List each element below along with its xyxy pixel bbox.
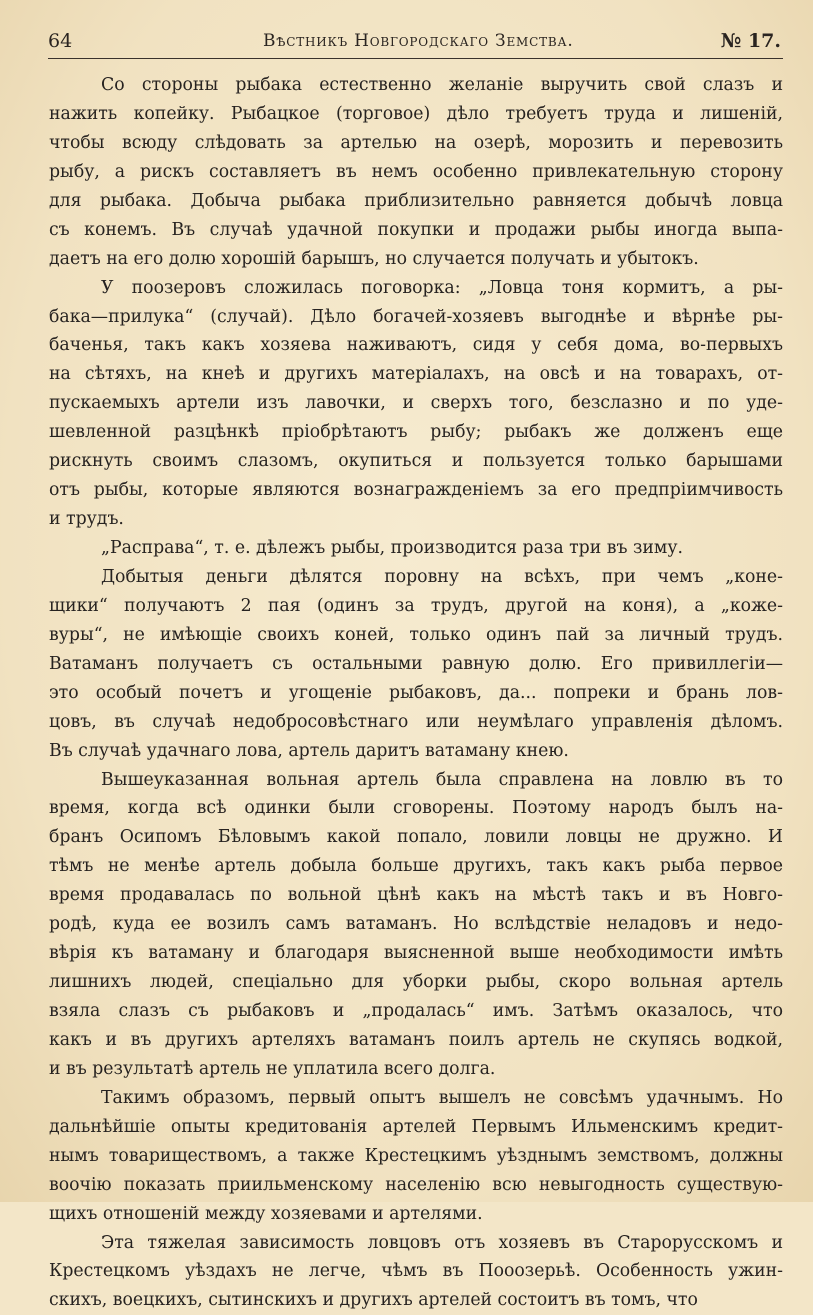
text-line: даетъ на его долю хорошій барышъ, но случается получать и убытокъ.: [49, 245, 783, 274]
text-line: шевленной разцѣнкѣ пріобрѣтаютъ рыбу; рыбакъ же долженъ еще: [49, 418, 783, 447]
text-line: Ватаманъ получаетъ съ остальными равную долю. Его привиллегіи—: [49, 650, 783, 679]
text-line: вуры“, не имѣющіе своихъ коней, только одинъ пай за личный трудъ.: [49, 621, 783, 650]
text-line: лишнихъ людей, спеціально для уборки рыбы, скоро вольная артель: [49, 968, 783, 997]
body-text: [49, 71, 783, 1315]
text-line: на сѣтяхъ, на кнеѣ и другихъ матеріалахъ, на овсѣ и на товарахъ, от-: [49, 360, 783, 389]
text-line: Эта тяжелая зависимость ловцовъ отъ хозяевъ въ Старорусскомъ и: [49, 1229, 783, 1258]
text-line: время продавалась по вольной цѣнѣ какъ на мѣстѣ такъ и въ Новго-: [49, 881, 783, 910]
text-line: для рыбака. Добыча рыбака приблизительно равняется добычѣ ловца: [49, 187, 783, 216]
issue-number: № 17.: [721, 30, 781, 52]
journal-title: Вѣстникъ Новгородскаго Земства.: [263, 31, 574, 51]
text-line: нымъ товариществомъ, а также Крестецкимъ уѣзднымъ земствомъ, должны: [49, 1142, 783, 1171]
text-line: У поозеровъ сложилась поговорка: „Ловца тоня кормитъ, а ры-: [49, 274, 783, 303]
text-line: рыбу, а рискъ составляетъ въ немъ особенно привлекательную сторону: [49, 158, 783, 187]
text-line: взяла слазъ съ рыбаковъ и „продалась“ имъ. Затѣмъ оказалось, что: [49, 997, 783, 1026]
text-line: и трудъ.: [49, 505, 783, 534]
text-line: время, когда всѣ одинки были сговорены. Поэтому народъ былъ на-: [49, 794, 783, 823]
text-line: баченья, такъ какъ хозяева наживаютъ, сидя у себя дома, во-первыхъ: [49, 331, 783, 360]
text-line: и въ результатѣ артель не уплатила всего долга.: [49, 1055, 783, 1084]
text-line: Крестецкомъ уѣздахъ не легче, чѣмъ въ Пооозерьѣ. Особенность ужин-: [49, 1257, 783, 1286]
text-line: воочію показать приильменскому населенію всю невыгодность существую-: [49, 1171, 783, 1200]
text-line: нажить копейку. Рыбацкое (торговое) дѣло требуетъ труда и лишеній,: [49, 100, 783, 129]
page-number: 64: [48, 30, 72, 52]
paragraph: [49, 563, 783, 766]
paragraph: [49, 534, 783, 563]
paragraph: [49, 766, 783, 1084]
paragraph: [49, 1084, 783, 1229]
text-line: отъ рыбы, которые являются вознагражденіемъ за его предпріимчивость: [49, 476, 783, 505]
text-line: съ конемъ. Въ случаѣ удачной покупки и продажи рыбы иногда выпа-: [49, 216, 783, 245]
running-header: [48, 28, 783, 59]
text-line: Въ случаѣ удачнаго лова, артель даритъ ватаману кнею.: [49, 737, 783, 766]
text-line: родѣ, куда ее возилъ самъ ватаманъ. Но вслѣдствіе неладовъ и недо-: [49, 910, 783, 939]
paragraph: [49, 71, 783, 274]
paragraph: [49, 1229, 783, 1315]
text-line: Со стороны рыбака естественно желаніе выручить свой слазъ и: [49, 71, 783, 100]
text-line: щихъ отношеній между хозяевами и артелями.: [49, 1200, 783, 1229]
paragraph: [49, 274, 783, 534]
text-line: скихъ, воецкихъ, сытинскихъ и другихъ артелей состоитъ въ томъ, что: [49, 1286, 783, 1315]
text-line: дальнѣйшіе опыты кредитованія артелей Первымъ Ильменскимъ кредит-: [49, 1113, 783, 1142]
text-line: какъ и въ другихъ артеляхъ ватаманъ поилъ артель не скупясь водкой,: [49, 1026, 783, 1055]
text-line: тѣмъ не менѣе артель добыла больше другихъ, такъ какъ рыба первое: [49, 852, 783, 881]
text-line: чтобы всюду слѣдовать за артелью на озерѣ, морозить и перевозить: [49, 129, 783, 158]
text-line: Такимъ образомъ, первый опытъ вышелъ не совсѣмъ удачнымъ. Но: [49, 1084, 783, 1113]
text-line: вѣрія къ ватаману и благодаря выясненной выше необходимости имѣть: [49, 939, 783, 968]
text-line: пускаемыхъ артели изъ лавочки, и сверхъ того, безслазно и по уде-: [49, 389, 783, 418]
text-line: „Расправа“, т. е. дѣлежъ рыбы, производится раза три въ зиму.: [49, 534, 783, 563]
text-line: Вышеуказанная вольная артель была справлена на ловлю въ то: [49, 766, 783, 795]
text-line: рискнуть своимъ слазомъ, окупиться и пользуется только барышами: [49, 447, 783, 476]
text-line: это особый почетъ и угощеніе рыбаковъ, да... попреки и брань лов-: [49, 679, 783, 708]
text-line: бака—прилука“ (случай). Дѣло богачей-хозяевъ выгоднѣе и вѣрнѣе ры-: [49, 303, 783, 332]
text-line: бранъ Осипомъ Бѣловымъ какой попало, ловили ловцы не дружно. И: [49, 823, 783, 852]
text-line: Добытыя деньги дѣлятся поровну на всѣхъ, при чемъ „коне-: [49, 563, 783, 592]
text-line: щики“ получаютъ 2 пая (одинъ за трудъ, другой на коня), а „коже-: [49, 592, 783, 621]
text-line: цовъ, въ случаѣ недобросовѣстнаго или неумѣлаго управленія дѣломъ.: [49, 708, 783, 737]
